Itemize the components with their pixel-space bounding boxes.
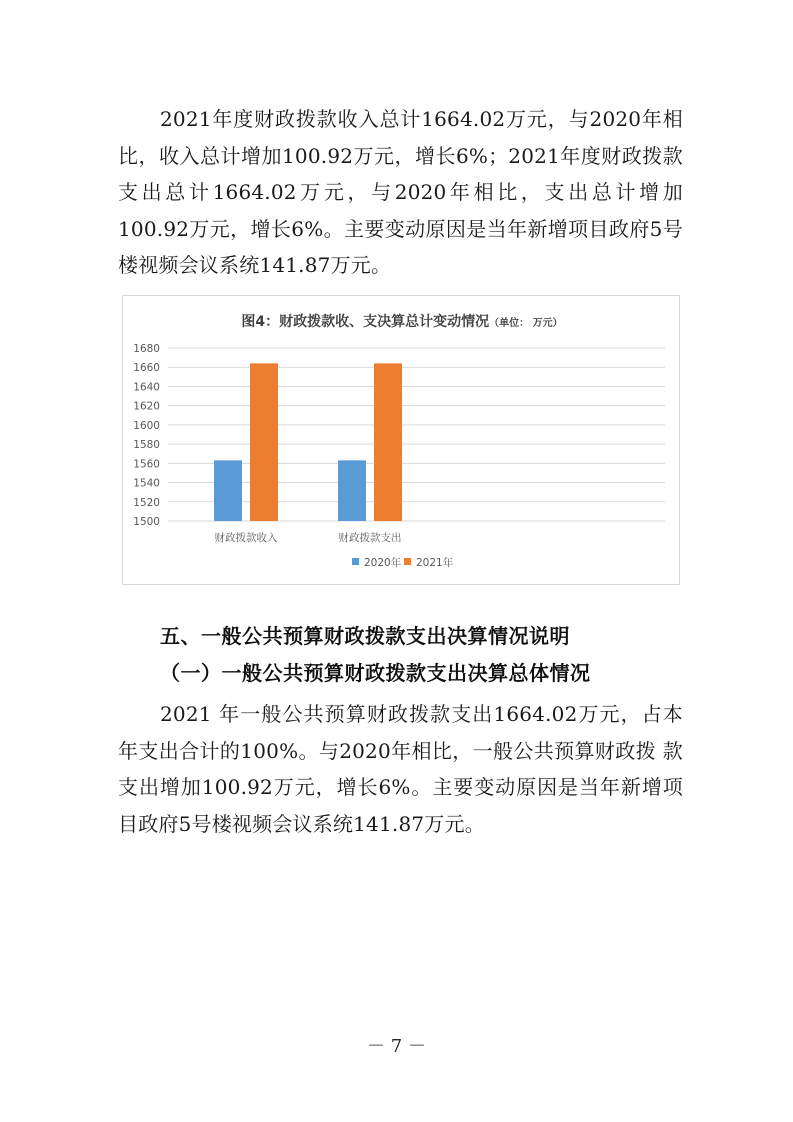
chart-title-unit: （单位： 万元） xyxy=(489,318,563,329)
section-heading: 五、一般公共预算财政拨款支出决算情况说明 xyxy=(160,624,570,648)
x-category-label: 财政拨款支出 xyxy=(338,532,402,544)
subsection-heading: （一）一般公共预算财政拨款支出决算总体情况 xyxy=(160,661,591,685)
bar-chart xyxy=(123,296,681,586)
y-tick-label: 1520 xyxy=(133,496,160,509)
chart-title xyxy=(241,313,562,330)
bar xyxy=(374,363,402,521)
bar xyxy=(214,460,242,521)
y-tick-label: 1620 xyxy=(133,400,160,413)
bar xyxy=(338,460,366,521)
y-tick-label: 1680 xyxy=(133,343,160,355)
y-tick-label: 1560 xyxy=(133,458,160,471)
y-tick-label: 1660 xyxy=(133,362,160,375)
y-tick-label: 1540 xyxy=(133,477,160,490)
chart-title-main: 图4：财政拨款收、支决算总计变动情况 xyxy=(241,314,490,330)
legend-label: 2020年 xyxy=(364,557,402,569)
bar xyxy=(250,363,278,521)
intro-paragraph xyxy=(118,101,683,284)
page-number: － 7 － xyxy=(367,1036,426,1057)
legend-swatch xyxy=(404,558,411,565)
intro-paragraph-text: 2021年度财政拨款收入总计1664.02万元，与2020年相比，收入总计增加100.92万元，增长6%；2021年度财政拨款支出总计1664.02万元，与2020年相比，支出总计增加100.92万元，增长6%。主要变动原因是当年新增项目政府5号楼视频会议系统141.87万元。 xyxy=(118,107,683,277)
y-tick-label: 1500 xyxy=(133,516,160,528)
y-tick-label: 1580 xyxy=(133,439,160,452)
y-tick-label: 1640 xyxy=(133,381,160,394)
general-budget-paragraph xyxy=(118,696,683,842)
legend-label: 2021年 xyxy=(416,557,454,569)
y-tick-label: 1600 xyxy=(133,419,160,432)
legend-swatch xyxy=(352,558,359,565)
chart-frame xyxy=(122,295,680,585)
general-budget-paragraph-text: 2021 年一般公共预算财政拨款支出1664.02万元，占本年支出合计的100%。与2020年相比，一般公共预算财政拨 款支出增加100.92万元，增长6%。主要变动原因是当年新增项目政府5号楼视频会议系统141.87万元。 xyxy=(118,702,683,836)
x-category-label: 财政拨款收入 xyxy=(214,532,278,544)
